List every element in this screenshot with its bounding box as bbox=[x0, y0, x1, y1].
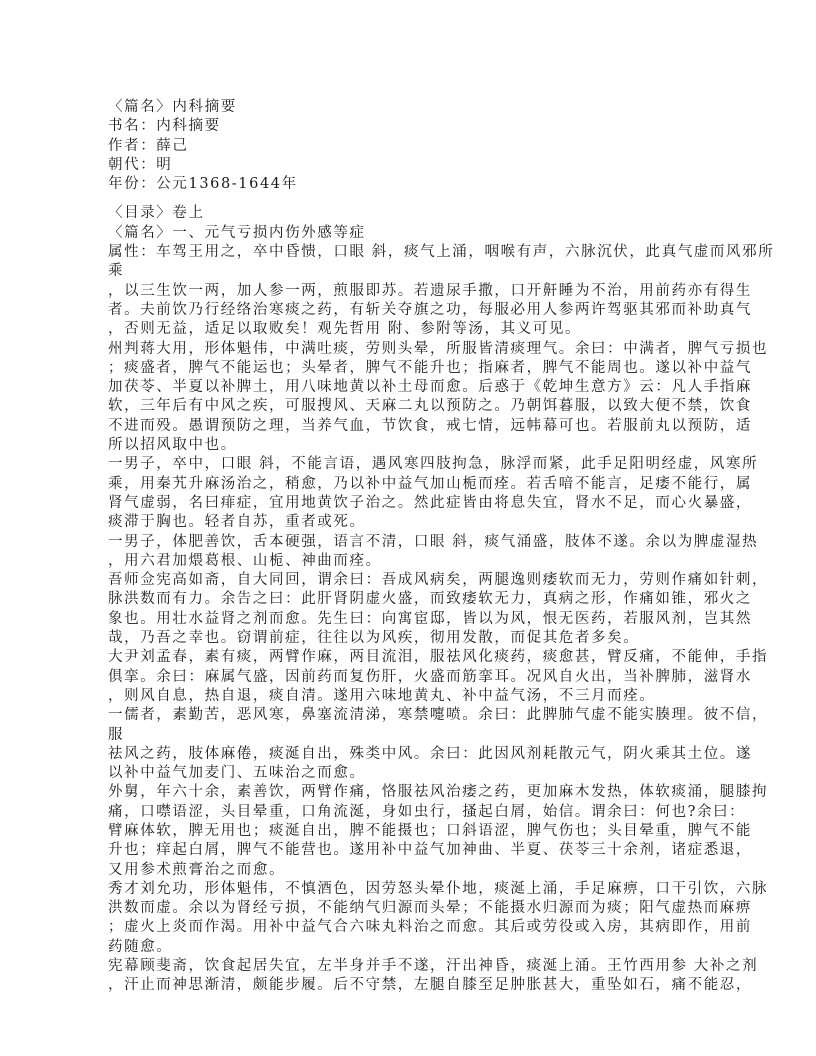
author-line: 作者：薛己 bbox=[108, 137, 189, 154]
body-text-line: 以补中益气加麦门、五味治之而愈。 bbox=[108, 765, 366, 782]
body-text-line: 秀才刘允功，形体魁伟，不慎酒色，因劳怒头晕仆地，痰涎上涌，手足麻痹，口干引饮，六脉 bbox=[108, 880, 769, 897]
body-text-line: 州判蒋大用，形体魁伟，中满吐痰，劳则头晕，所服皆清痰理气。余曰：中满者，脾气亏损也 bbox=[108, 340, 769, 357]
body-text-line: ，以三生饮一两，加人参一两，煎服即苏。若遗尿手撒，口开鼾睡为不治，用前药亦有得生 bbox=[108, 282, 752, 299]
section-body bbox=[108, 243, 775, 996]
body-text-line: 俱挛。余曰：麻属气盛，因前药而复伤肝，火盛而筋挛耳。况风自火出，当补脾肺，滋肾水 bbox=[108, 668, 752, 685]
body-text-line: 脉洪数而有力。余告之曰：此肝肾阴虚火盛，而致痿软无力，真病之形，作痛如锥，邪火之 bbox=[108, 591, 752, 608]
spacer bbox=[108, 194, 708, 204]
body-text-line: 洪数而虚。余以为肾经亏损，不能纳气归源而头晕；不能摄水归源而为痰；阳气虚热而麻痹 bbox=[108, 900, 752, 917]
body-text-line: 肾气虚弱，名曰痱症，宜用地黄饮子治之。然此症皆由将息失宜，肾水不足，而心火暴盛， bbox=[108, 494, 752, 511]
body-text-line: 外舅，年六十余，素善饮，两臂作痛，恪服祛风治痿之药，更加麻木发热，体软痰涌，腿膝拘 bbox=[108, 784, 769, 801]
book-name-line: 书名：内科摘要 bbox=[108, 118, 221, 135]
body-text-line: 一儒者，素勤苦，恶风寒，鼻塞流清涕，寒禁嚏喷。余曰：此脾肺气虚不能实腠理。彼不信， bbox=[108, 707, 769, 724]
body-text-line: 不进而殁。愚谓预防之理，当养气血，节饮食，戒七情，远帏幕可也。若服前丸以预防，适 bbox=[108, 417, 752, 434]
body-text-line: 祛风之药，肢体麻倦，痰涎自出，殊类中风。余曰：此因风剂耗散元气，阴火乘其土位。遂 bbox=[108, 745, 752, 762]
body-text-line: ；虚火上炎而作渴。用补中益气合六味丸料治之而愈。其后或劳役或入房，其病即作，用前 bbox=[108, 919, 752, 936]
body-text-line: 大尹刘孟春，素有痰，两臂作麻，两目流泪，服祛风化痰药，痰愈甚，臂反痛，不能伸，手指 bbox=[108, 649, 769, 666]
body-text-line: 药随愈。 bbox=[108, 938, 173, 955]
document-page bbox=[108, 98, 775, 996]
body-text-line: 属性：车驾王用之，卒中昏愦，口眼 斜，痰气上涌，咽喉有声，六脉沉伏，此真气虚而风邪所 bbox=[108, 244, 775, 261]
body-text-line: ，则风自息，热自退，痰自清。遂用六味地黄丸、补中益气汤，不三月而痊。 bbox=[108, 687, 656, 704]
body-text-line: 痛，口噤语涩，头目晕重，口角流涎，身如虫行，搔起白屑，始信。谓余曰：何也?余曰： bbox=[108, 803, 746, 820]
body-text-line: 所以招风取中也。 bbox=[108, 437, 237, 454]
body-text-line: 乘，用秦艽升麻汤治之，稍愈，乃以补中益气加山栀而痊。若舌喑不能言，足痿不能行，属 bbox=[108, 475, 752, 492]
years-line: 年份：公元1368-1644年 bbox=[108, 176, 298, 193]
body-text-line: 宪幕顾斐斋，饮食起居失宜，左半身并手不遂，汗出神昏，痰涎上涌。王竹西用参 大补之剂 bbox=[108, 958, 759, 975]
body-text-line: 臂麻体软，脾无用也；痰涎自出，脾不能摄也；口斜语涩，脾气伤也；头目晕重，脾气不能 bbox=[108, 822, 752, 839]
body-text-line: 服 bbox=[108, 726, 125, 743]
dynasty-line: 朝代：明 bbox=[108, 156, 173, 173]
body-text-line: ，汗止而神思渐清，颇能步履。后不守禁，左腿自膝至足肿胀甚大，重坠如石，痛不能忍， bbox=[108, 977, 752, 994]
body-text-line: ，否则无益，适足以取败矣！观先哲用 附、参附等汤，其义可见。 bbox=[108, 321, 582, 338]
body-text-line: 哉，乃吾之幸也。窃谓前症，往往以为风疾，彻用发散，而促其危者多矣。 bbox=[108, 630, 640, 647]
body-text-line: 吾师佥宪高如斋，自大同回，谓余曰：吾成风病矣，两腿逸则痿软而无力，劳则作痛如针刺， bbox=[108, 572, 769, 589]
body-text-line: 又用参术煎膏治之而愈。 bbox=[108, 861, 286, 878]
body-text-line: ，用六君加煨葛根、山栀、神曲而痊。 bbox=[108, 552, 382, 569]
body-text-line: 一男子，卒中，口眼 斜，不能言语，遇风寒四肢拘急，脉浮而紧，此手足阳明经虚，风寒所 bbox=[108, 456, 759, 473]
body-text-line: 加茯苓、半夏以补脾土，用八味地黄以补土母而愈。后惑于《乾坤生意方》云：凡人手指麻 bbox=[108, 379, 752, 396]
body-text-line: 软，三年后有中风之疾，可服搜风、天麻二丸以预防之。乃朝饵暮服，以致大便不禁，饮食 bbox=[108, 398, 752, 415]
section-title: 〈篇名〉一、元气亏损内伤外感等症 bbox=[108, 224, 366, 241]
body-text-line: 升也；痒起白屑，脾气不能营也。遂用补中益气加神曲、半夏、茯苓三十余剂，诸症悉退， bbox=[108, 842, 752, 859]
body-text-line: 象也。用壮水益肾之剂而愈。先生曰：向寓宦邸，皆以为风，恨无医药，若服风剂，岂其然 bbox=[108, 610, 752, 627]
toc-line: 〈目录〉卷上 bbox=[108, 205, 205, 222]
body-text-line: 者。夫前饮乃行经络治寒痰之药，有斩关夺旗之功，每服必用人参两许驾驱其邪而补助真气 bbox=[108, 301, 752, 318]
body-text-line: 一男子，体肥善饮，舌本硬强，语言不清，口眼 斜，痰气涌盛，肢体不遂。余以为脾虚湿热 bbox=[108, 533, 759, 550]
title-tag-line: 〈篇名〉内科摘要 bbox=[108, 99, 237, 115]
body-text-line: 痰滞于胸也。轻者自苏，重者或死。 bbox=[108, 514, 366, 531]
body-text-line: ；痰盛者，脾气不能运也；头晕者，脾气不能升也；指麻者，脾气不能周也。遂以补中益气 bbox=[108, 359, 752, 376]
body-text-line: 乘 bbox=[108, 263, 125, 280]
